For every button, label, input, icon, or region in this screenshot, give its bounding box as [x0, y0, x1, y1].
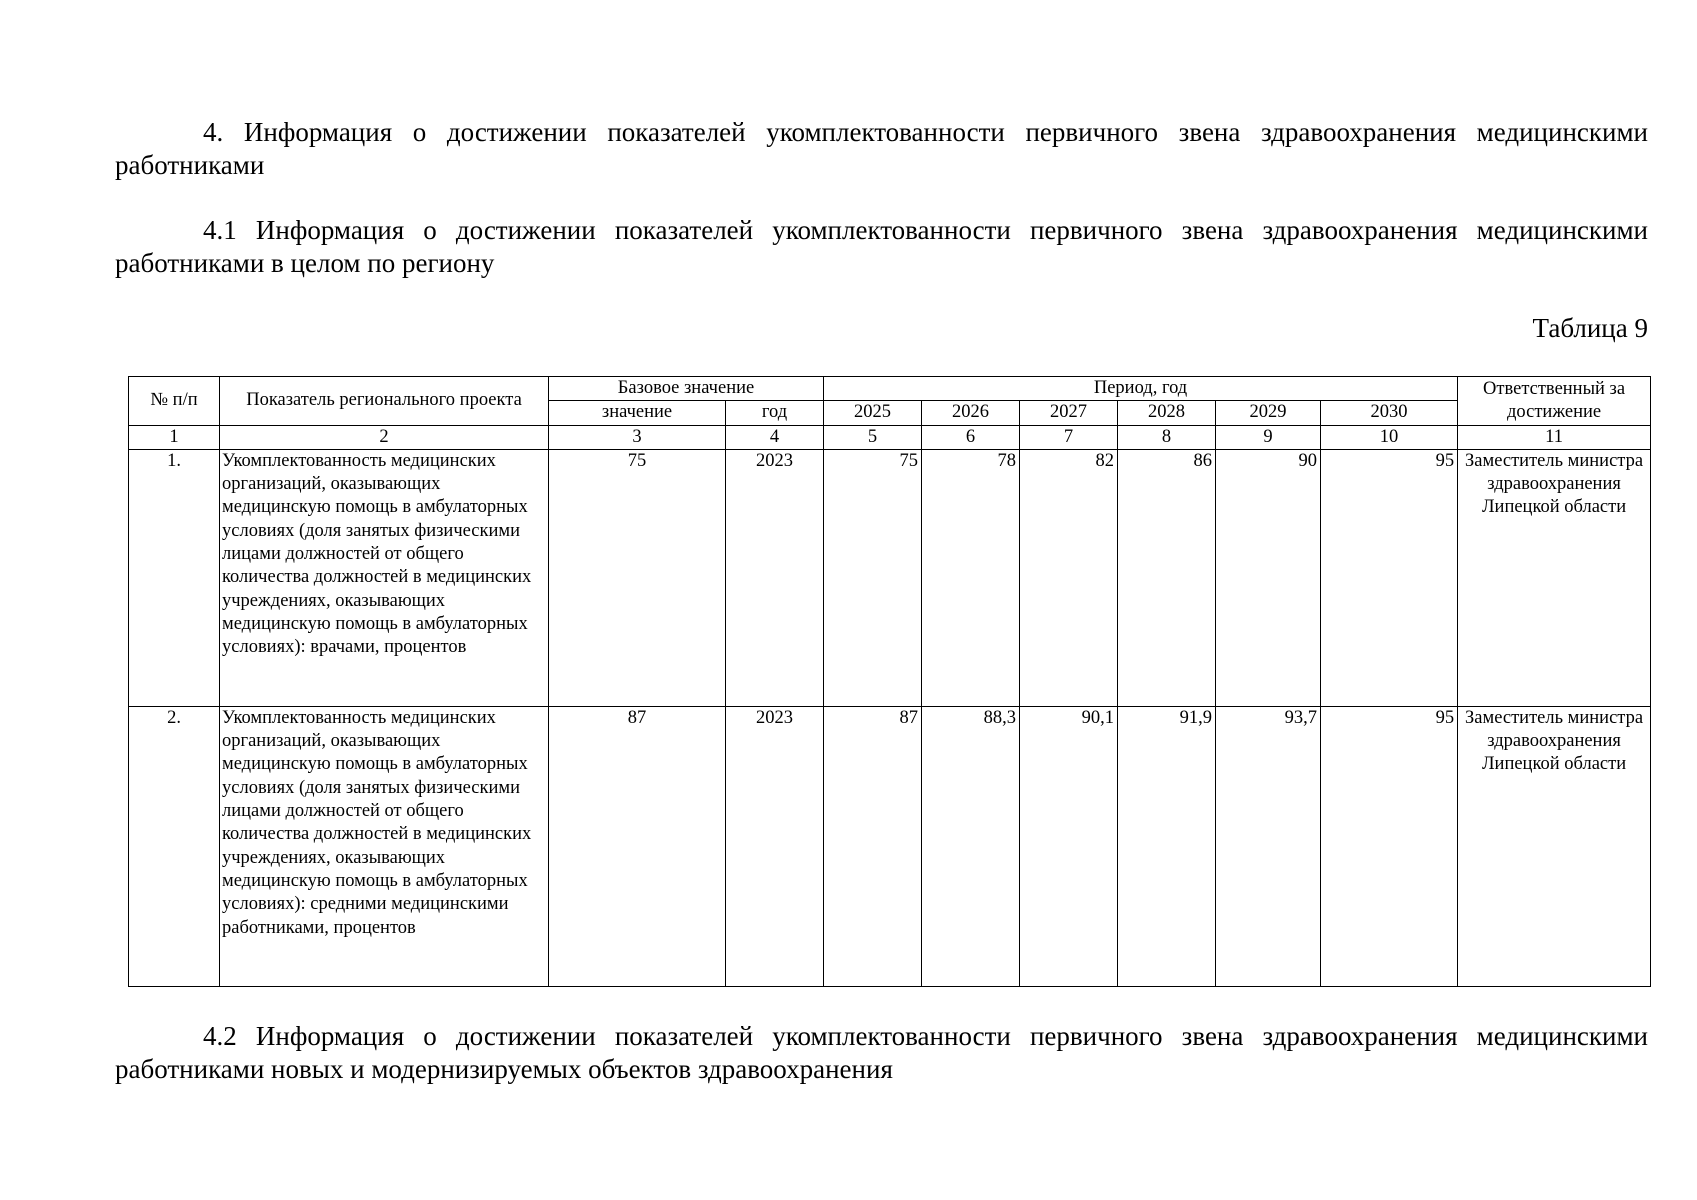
value-2025: 75 [824, 449, 922, 706]
section-4-1-heading [115, 214, 1648, 280]
value-2025: 87 [824, 706, 922, 986]
value-2028: 86 [1118, 449, 1216, 706]
base-value: 75 [549, 449, 726, 706]
indicator-text: Укомплектованность медицинских организаций, оказывающих медицинскую помощь в амбулаторных условиях (доля занятых физическими лицами должностей от общего количества должностей в медицинских учреждениях, оказывающих медицинскую помощь в амбулаторных условиях): врачами, процентов [220, 449, 549, 706]
column-number: 3 [549, 425, 726, 449]
header-year-2025: 2025 [824, 401, 922, 425]
value-2029: 93,7 [1216, 706, 1321, 986]
header-year-2027: 2027 [1020, 401, 1118, 425]
table-caption: Таблица 9 [1532, 313, 1648, 343]
header-base: Базовое значение [549, 377, 824, 401]
indicators-table [128, 376, 1651, 987]
column-number: 8 [1118, 425, 1216, 449]
header-year-2030: 2030 [1321, 401, 1458, 425]
header-year-2029: 2029 [1216, 401, 1321, 425]
base-year: 2023 [726, 449, 824, 706]
base-value: 87 [549, 706, 726, 986]
value-2027: 90,1 [1020, 706, 1118, 986]
header-year-2028: 2028 [1118, 401, 1216, 425]
value-2028: 91,9 [1118, 706, 1216, 986]
header-indicator: Показатель регионального проекта [220, 377, 549, 426]
column-number: 4 [726, 425, 824, 449]
section-4-heading [115, 116, 1648, 182]
table-row [129, 449, 1651, 706]
section-4-text: 4. Информация о достижении показателей укомплектованности первичного звена здравоохранения медицинскими работниками [115, 117, 1648, 180]
row-number: 2. [129, 706, 220, 986]
column-number: 7 [1020, 425, 1118, 449]
responsible: Заместитель министра здравоохранения Липецкой области [1458, 449, 1651, 706]
row-number: 1. [129, 449, 220, 706]
column-numbers-row [129, 425, 1651, 449]
column-number: 9 [1216, 425, 1321, 449]
header-period: Период, год [824, 377, 1458, 401]
column-number: 2 [220, 425, 549, 449]
indicator-text: Укомплектованность медицинских организаций, оказывающих медицинскую помощь в амбулаторных условиях (доля занятых физическими лицами должностей от общего количества должностей в медицинских учреждениях, оказывающих медицинскую помощь в амбулаторных условиях): средними медицинскими работниками, процентов [220, 706, 549, 986]
value-2026: 78 [922, 449, 1020, 706]
section-4-2-text: 4.2 Информация о достижении показателей укомплектованности первичного звена здравоохранения медицинскими работниками новых и модернизируемых объектов здравоохранения [115, 1021, 1648, 1084]
value-2030: 95 [1321, 706, 1458, 986]
header-base-year: год [726, 401, 824, 425]
header-year-2026: 2026 [922, 401, 1020, 425]
column-number: 10 [1321, 425, 1458, 449]
section-4-2-heading [115, 1020, 1648, 1086]
header-num: № п/п [129, 377, 220, 426]
responsible: Заместитель министра здравоохранения Липецкой области [1458, 706, 1651, 986]
column-number: 5 [824, 425, 922, 449]
value-2026: 88,3 [922, 706, 1020, 986]
header-base-value: значение [549, 401, 726, 425]
value-2029: 90 [1216, 449, 1321, 706]
column-number: 11 [1458, 425, 1651, 449]
header-responsible: Ответственный за достижение [1458, 377, 1651, 426]
value-2027: 82 [1020, 449, 1118, 706]
value-2030: 95 [1321, 449, 1458, 706]
table-row [129, 706, 1651, 986]
base-year: 2023 [726, 706, 824, 986]
section-4-1-text: 4.1 Информация о достижении показателей укомплектованности первичного звена здравоохранения медицинскими работниками в целом по региону [115, 215, 1648, 278]
column-number: 1 [129, 425, 220, 449]
column-number: 6 [922, 425, 1020, 449]
